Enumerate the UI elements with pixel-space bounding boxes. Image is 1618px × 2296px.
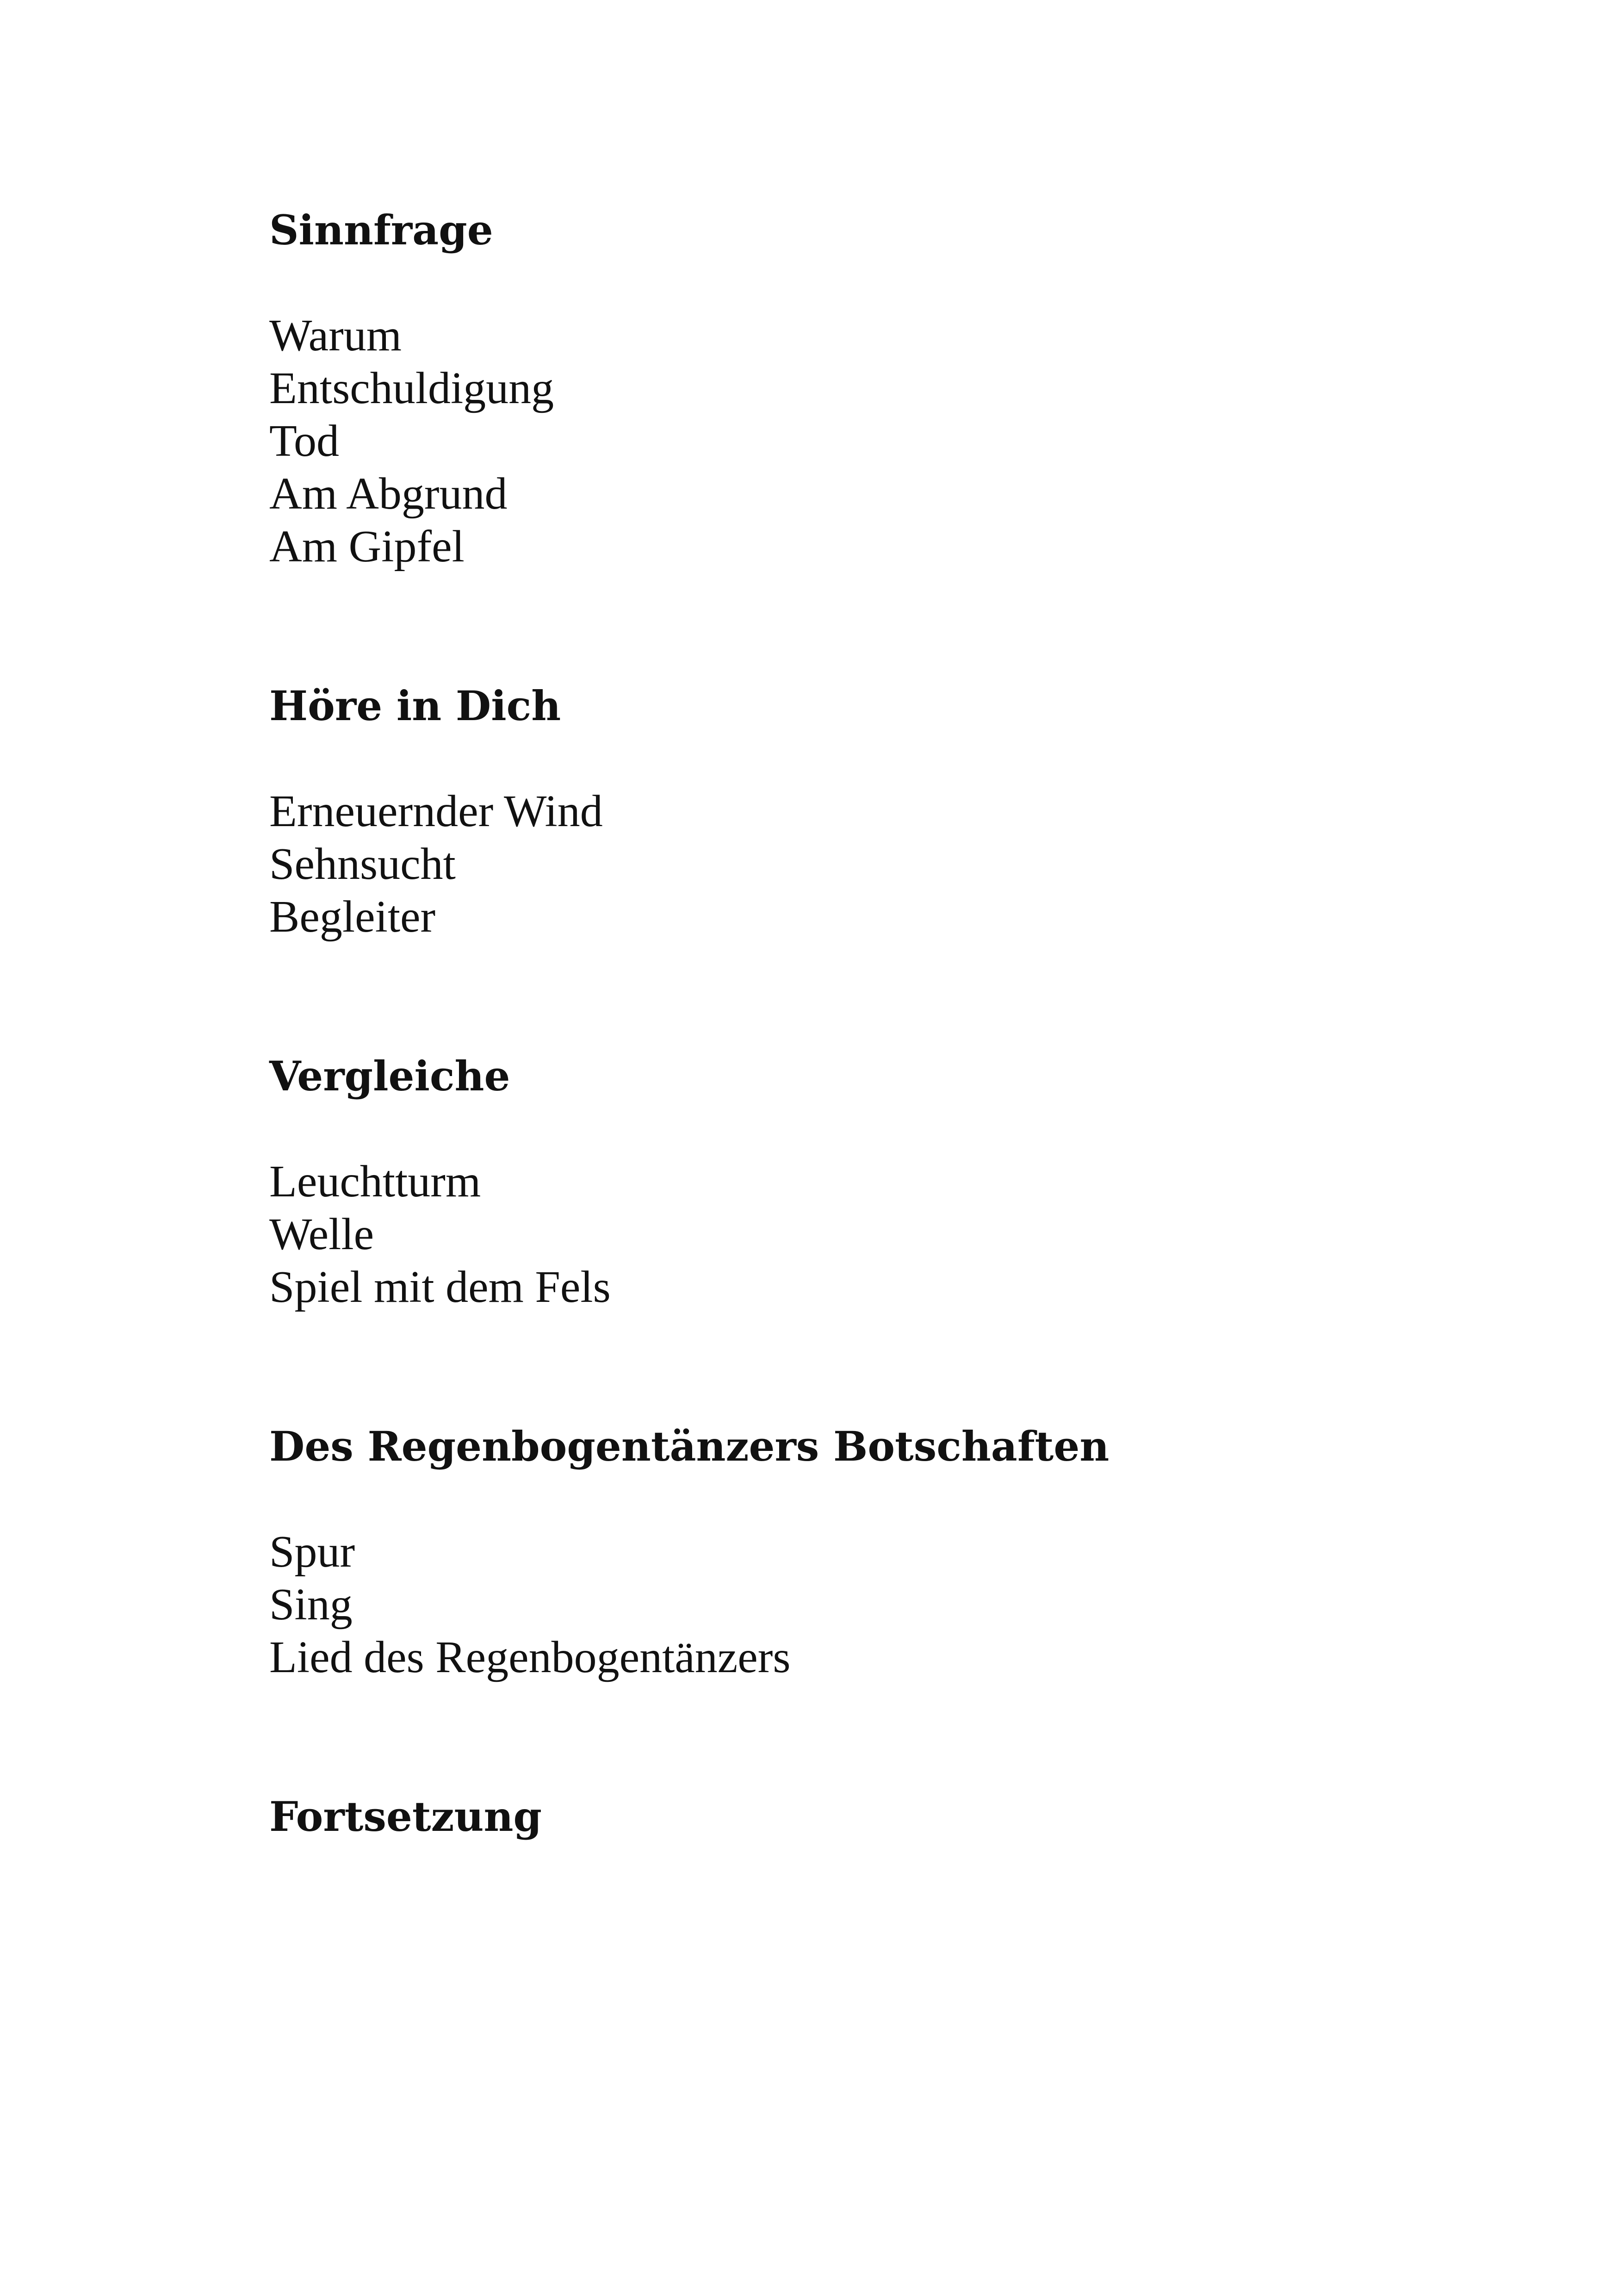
list-item: Leuchtturm (269, 1157, 481, 1207)
section-heading: Sinnfrage (269, 206, 493, 254)
section-botschaften (269, 1420, 1380, 1684)
section-heading: Vergleiche (269, 1052, 510, 1100)
item-list (269, 785, 1380, 943)
list-item: Entschuldigung (269, 363, 554, 413)
section-sinnfrage (269, 204, 1380, 573)
list-item: Spiel mit dem Fels (269, 1262, 611, 1312)
list-item: Sehnsucht (269, 839, 456, 889)
list-item: Lied des Regenbogentänzers (269, 1632, 791, 1682)
item-list (269, 309, 1380, 573)
table-of-contents (269, 204, 1380, 1843)
list-item: Erneuernder Wind (269, 786, 603, 836)
section-heading: Fortsetzung (269, 1792, 542, 1841)
list-item: Spur (269, 1527, 355, 1577)
item-list (269, 1525, 1380, 1684)
item-list (269, 1155, 1380, 1313)
list-item: Welle (269, 1209, 374, 1259)
section-heading: Des Regenbogentänzers Botschaften (269, 1422, 1110, 1470)
list-item: Am Abgrund (269, 469, 508, 519)
list-item: Am Gipfel (269, 522, 465, 572)
section-hoere-in-dich (269, 679, 1380, 943)
list-item: Sing (269, 1580, 353, 1630)
section-vergleiche (269, 1050, 1380, 1313)
list-item: Begleiter (269, 892, 436, 942)
section-fortsetzung (269, 1790, 1380, 1843)
list-item: Warum (269, 311, 402, 361)
list-item: Tod (269, 416, 340, 466)
section-heading: Höre in Dich (269, 682, 561, 730)
